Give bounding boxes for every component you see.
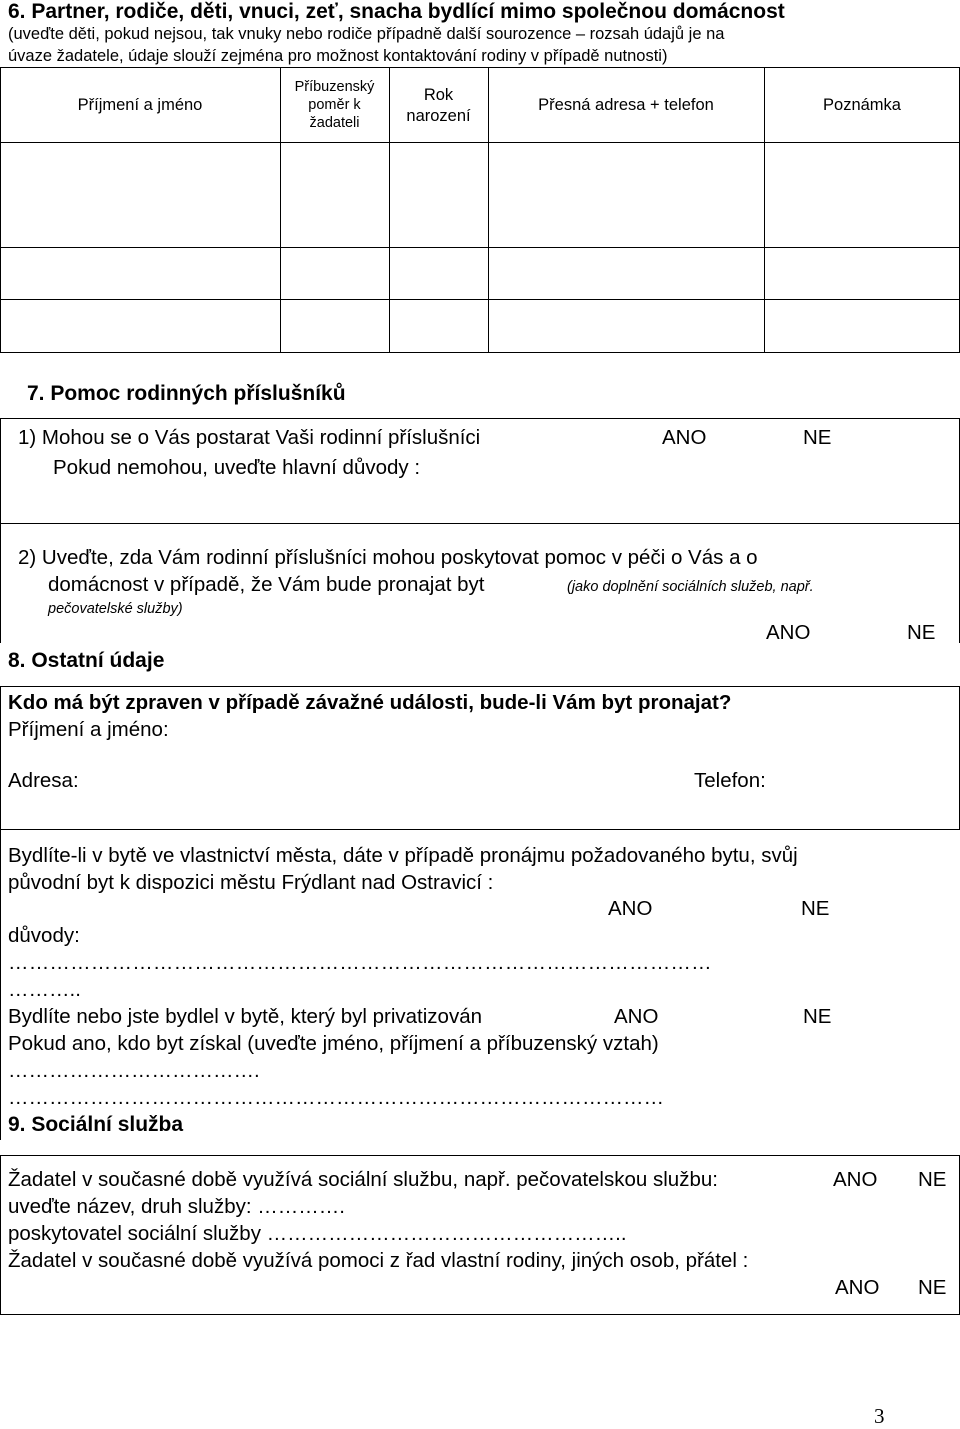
column-header-name: Příjmení a jméno (77, 96, 203, 114)
emergency-address-label: Adresa: (8, 769, 79, 792)
question-family-care: 1) Mohou se o Vás postarat Vaši rodinní příslušníci (18, 426, 481, 449)
question-family-support-yes[interactable]: ANO (766, 621, 811, 644)
family-help-divider (0, 523, 960, 524)
column-header-relation-line: Příbuzenský (294, 79, 375, 95)
question-family-support-note: pečovatelské služby) (48, 601, 183, 617)
column-header-relation-line: žadateli (309, 115, 360, 132)
section6-note-line2: úvaze žadatele, údaje slouží zejména pro možnost kontaktování rodiny v případě nutnosti) (8, 47, 668, 65)
column-header-birth-year-line: Rok (423, 86, 454, 104)
column-header-address: Přesná adresa + telefon (538, 96, 714, 114)
question-family-support-no[interactable]: NE (907, 621, 936, 644)
question-family-care-no[interactable]: NE (803, 426, 832, 449)
flat-question-no[interactable]: NE (801, 897, 830, 920)
privatized-dots[interactable]: ………………………………. (8, 1059, 260, 1082)
relatives-table-header-divider (0, 142, 960, 143)
emergency-question: Kdo má být zpraven v případě závažné události, bude-li Vám byt pronajat? (8, 691, 732, 714)
family-help-no[interactable]: NE (918, 1276, 947, 1299)
flat-question-line1: Bydlíte-li v bytě ve vlastnictví města, dáte v případě pronájmu požadovaného bytu, svůj (8, 844, 798, 867)
question-family-support-note: (jako doplnění sociálních služeb, např. (567, 579, 814, 595)
privatized-no[interactable]: NE (803, 1005, 832, 1028)
privatized-yes[interactable]: ANO (614, 1005, 659, 1028)
privatized-question: Bydlíte nebo jste bydlel v bytě, který byl privatizován (8, 1005, 483, 1028)
section6-note-line1: (uveďte děti, pokud nejsou, tak vnuky nebo rodiče případně další sourozence – rozsah údajů je na (8, 25, 725, 43)
flat-question-line2: původní byt k dispozici městu Frýdlant nad Ostravicí : (8, 871, 494, 894)
social-service-yes[interactable]: ANO (833, 1168, 878, 1191)
emergency-contact-divider (0, 829, 960, 830)
section9-heading: 9. Sociální služba (8, 1113, 184, 1136)
column-header-note: Poznámka (823, 96, 901, 114)
emergency-name-label: Příjmení a jméno: (8, 718, 169, 741)
privatized-dots-last[interactable]: …………………………………………………………………………………… (8, 1086, 664, 1109)
social-service-line2: uveďte název, druh služby: …………. (8, 1195, 345, 1218)
flat-question-yes[interactable]: ANO (608, 897, 653, 920)
flat-reasons-dots-short[interactable]: ……….. (8, 978, 81, 1001)
question-family-support-line1: 2) Uveďte, zda Vám rodinní příslušníci mohou poskytovat pomoc v péči o Vás a o (18, 546, 758, 569)
family-help-yes[interactable]: ANO (835, 1276, 880, 1299)
relatives-table-row-divider (0, 247, 960, 248)
question-family-care-followup: Pokud nemohou, uveďte hlavní důvody : (53, 456, 421, 479)
section6-heading: 6. Partner, rodiče, děti, vnuci, zeť, snacha bydlící mimo společnou domácnost (8, 0, 785, 23)
social-service-no[interactable]: NE (918, 1168, 947, 1191)
relatives-table-row-divider (0, 299, 960, 300)
flat-reasons-label: důvody: (8, 924, 80, 947)
privatized-who-got: Pokud ano, kdo byt získal (uveďte jméno, příjmení a příbuzenský vztah) (8, 1032, 659, 1055)
flat-box-left-border (0, 829, 1, 1140)
section8-heading: 8. Ostatní údaje (8, 649, 165, 672)
column-header-birth-year (389, 85, 488, 126)
question-family-care-yes[interactable]: ANO (662, 426, 707, 449)
social-service-line3: poskytovatel sociální služby …………………………………………….. (8, 1222, 627, 1245)
column-header-relation (280, 78, 389, 132)
page-number: 3 (874, 1404, 885, 1428)
column-header-relation-line: poměr k (308, 97, 361, 114)
section7-heading: 7. Pomoc rodinných příslušníků (27, 382, 346, 405)
column-header-birth-year-line: narození (406, 106, 471, 125)
emergency-phone-label: Telefon: (694, 769, 766, 792)
social-service-line4: Žadatel v současné době využívá pomoci z řad vlastní rodiny, jiných osob, přátel : (8, 1249, 749, 1272)
social-service-line1: Žadatel v současné době využívá sociální službu, např. pečovatelskou službu: (8, 1168, 718, 1191)
flat-reasons-dots[interactable]: ………………………………………………………………………………………… (8, 951, 712, 974)
question-family-support-line2: domácnost v případě, že Vám bude pronajat byt (48, 573, 485, 596)
